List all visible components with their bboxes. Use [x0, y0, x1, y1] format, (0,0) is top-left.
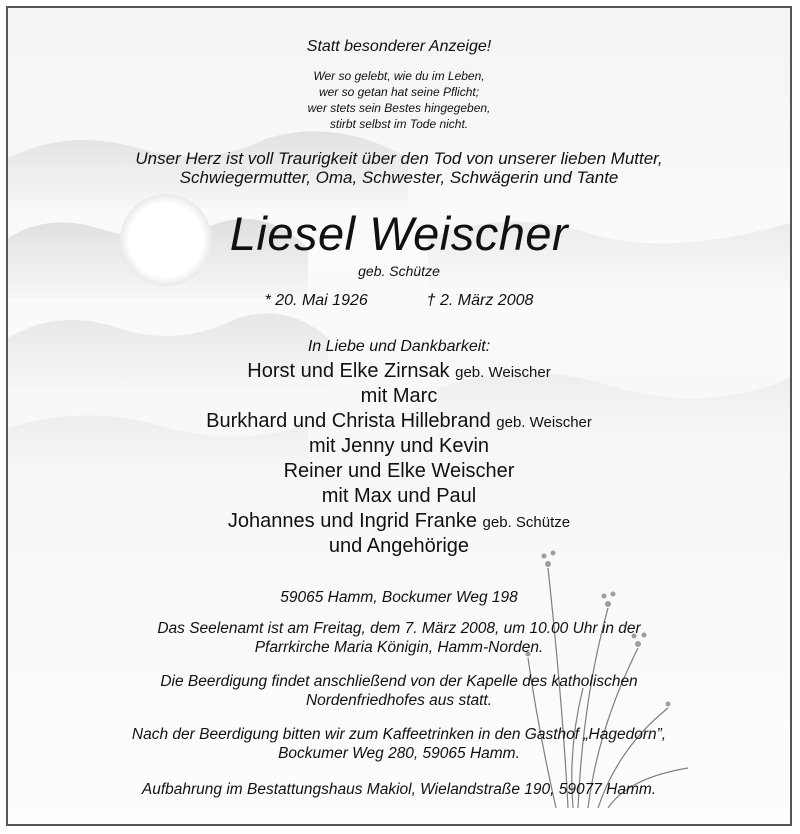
maiden-note: geb. Schütze [482, 514, 571, 531]
requiem-line: Das Seelenamt ist am Freitag, dem 7. März 2008, um 10.00 Uhr in der [157, 620, 641, 637]
mourners-intro: In Liebe und Dankbarkeit: [307, 338, 491, 355]
coffee-line: Nach der Beerdigung bitten wir zum Kaffeetrinken in den Gasthof „Hagedorn”, [131, 726, 667, 743]
mourner-line: Reiner und Elke Weischer [283, 460, 515, 482]
maiden-note: geb. Weischer [455, 364, 551, 381]
poem-line: wer stets sein Bestes hingegeben, [307, 101, 491, 115]
notice-heading: Statt besonderer Anzeige! [306, 38, 492, 55]
death-date: † 2. März 2008 [426, 292, 534, 309]
family-address: 59065 Hamm, Bockumer Weg 198 [280, 589, 518, 606]
poem-line: stirbt selbst im Tode nicht. [329, 117, 469, 131]
mourner-line: mit Max und Paul [321, 485, 477, 507]
birth-date: * 20. Mai 1926 [264, 292, 368, 309]
coffee-line: Bockumer Weg 280, 59065 Hamm. [278, 745, 520, 762]
maiden-name: geb. Schütze [358, 263, 440, 279]
poem-line: Wer so gelebt, wie du im Leben, [313, 69, 485, 83]
intro-line: Schwiegermutter, Oma, Schwester, Schwägerin und Tante [179, 168, 619, 187]
mourner-line: mit Marc [360, 385, 438, 407]
burial-line: Nordenfriedhofes aus statt. [305, 692, 493, 709]
laying-out-line: Aufbahrung im Bestattungshaus Makiol, Wielandstraße 190, 59077 Hamm. [141, 781, 657, 798]
intro-line: Unser Herz ist voll Traurigkeit über den Tod von unserer lieben Mutter, [135, 149, 663, 168]
obituary-notice [6, 6, 792, 826]
mourner-line: mit Jenny und Kevin [308, 435, 490, 457]
life-dates [8, 292, 790, 310]
mourner-line: Burkhard und Christa Hillebrand geb. Weischer [206, 410, 592, 432]
burial-line: Die Beerdigung findet anschließend von der Kapelle des katholischen [160, 673, 638, 690]
deceased-name: Liesel Weischer [229, 207, 569, 260]
requiem-line: Pfarrkirche Maria Königin, Hamm-Norden. [254, 639, 544, 656]
mourner-line: Horst und Elke Zirnsak geb. Weischer [247, 360, 551, 382]
mourner-line: und Angehörige [328, 535, 470, 557]
maiden-note: geb. Weischer [496, 414, 592, 431]
poem-line: wer so getan hat seine Pflicht; [318, 85, 480, 99]
mourner-line: Johannes und Ingrid Franke geb. Schütze [227, 510, 571, 532]
